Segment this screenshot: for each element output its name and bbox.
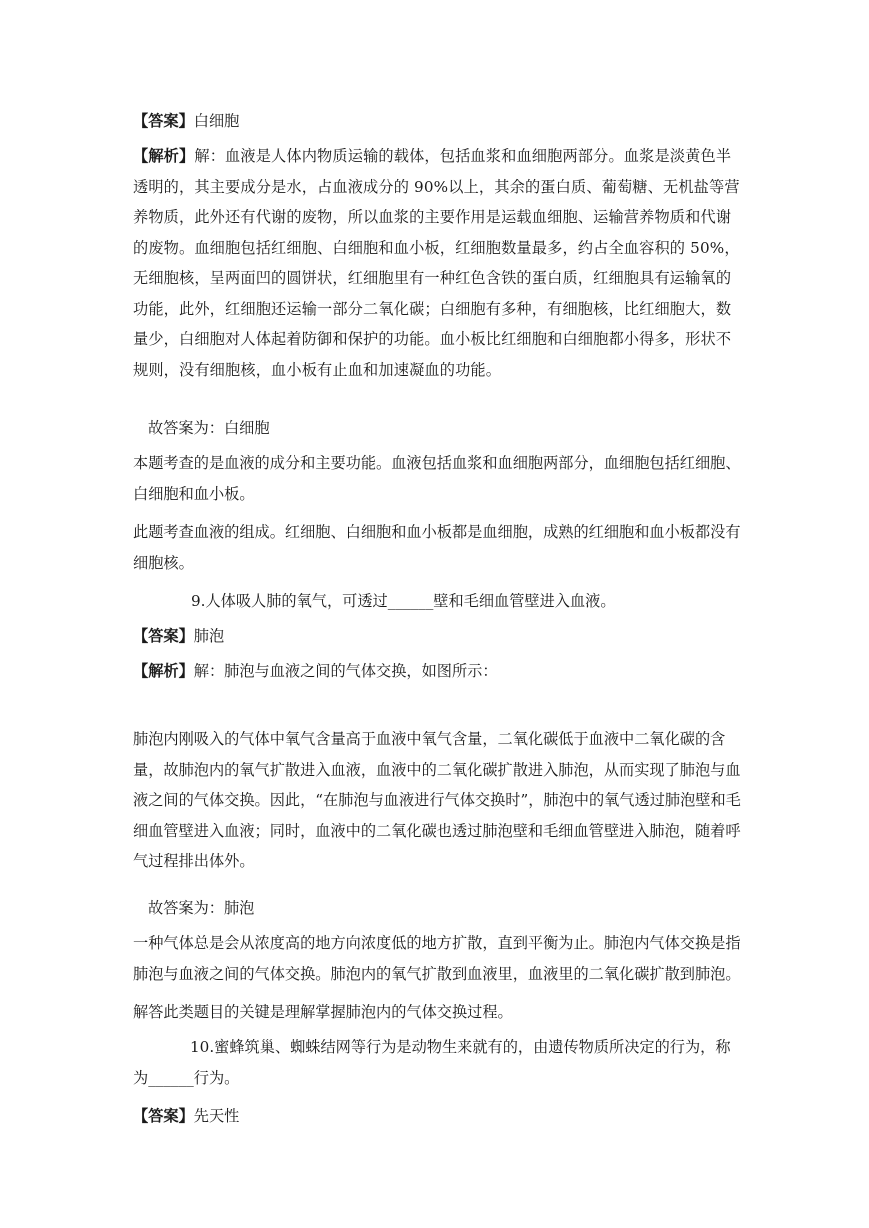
answer-text: 白细胞 xyxy=(193,112,240,130)
analysis-text: 解：血液是人体内物质运输的载体，包括血浆和血细胞两部分。血浆是淡黄色半透明的，其主要成分是水，占血液成分的 90%以上，其余的蛋白质、葡萄糖、无机盐等营养物质，此外还有代谢的废物，所以血浆的主要作用是运载血细胞、运输营养物质和代谢的废物。血细胞包括红细胞、白细胞和血小板，红细胞数量最多，约占全血容积的 50%，无细胞核，呈两面凹的圆饼状，红细胞里有一种红色含铁的蛋白质，红细胞具有运输氧的功能，此外，红细胞还运输一部分二氧化碳；白细胞有多种，有细胞核，比红细胞大，数量少，白细胞对人体起着防御和保护的功能。血小板比红细胞和白细胞都小得多，形状不规则，没有细胞核，血小板有止血和加速凝血的功能。 xyxy=(133,147,740,379)
q9-question: 9.人体吸人肺的氧气，可透过______壁和毛细血管壁进入血液。 xyxy=(191,592,616,610)
q8-answer xyxy=(133,106,239,137)
answer-text: 先天性 xyxy=(193,1107,240,1125)
q8-analysis xyxy=(133,141,741,385)
answer-tag: 【答案】 xyxy=(133,627,194,645)
q9-comment: 解答此类题目的关键是理解掌握肺泡内的气体交换过程。 xyxy=(133,1003,513,1021)
q9-conclusion: 故答案为：肺泡 xyxy=(148,899,255,917)
analysis-text: 解：肺泡与血液之间的气体交换，如图所示： xyxy=(193,662,498,680)
q9-point: 一种气体总是会从浓度高的地方向浓度低的地方扩散，直到平衡为止。肺泡内气体交换是指肺泡与血液之间的气体交换。肺泡内的氧气扩散到血液里，血液里的二氧化碳扩散到肺泡。 xyxy=(133,934,741,983)
analysis-tag: 【解析】 xyxy=(133,662,194,680)
analysis-tag: 【解析】 xyxy=(133,147,195,165)
q8-comment: 此题考查血液的组成。红细胞、白细胞和血小板都是血细胞，成熟的红细胞和血小板都没有细胞核。 xyxy=(133,523,741,572)
q10-answer xyxy=(133,1101,239,1132)
q8-point: 本题考查的是血液的成分和主要功能。血液包括血浆和血细胞两部分，血细胞包括红细胞、白细胞和血小板。 xyxy=(133,454,741,503)
q10-question: 10.蜜蜂筑巢、蜘蛛结网等行为是动物生来就有的，由遗传物质所决定的行为，称为______行为。 xyxy=(133,1038,731,1087)
answer-text: 肺泡 xyxy=(193,627,225,645)
q9-analysis xyxy=(133,656,498,687)
q9-analysis-body: 肺泡内刚吸入的气体中氧气含量高于血液中氧气含量，二氧化碳低于血液中二氧化碳的含量，故肺泡内的氧气扩散进入血液，血液中的二氧化碳扩散进入肺泡，从而实现了肺泡与血液之间的气体交换。因此，“在肺泡与血液进行气体交换时”，肺泡中的氧气透过肺泡壁和毛细血管壁进入血液；同时，血液中的二氧化碳也透过肺泡壁和毛细血管壁进入肺泡，随着呼气过程排出体外。 xyxy=(133,730,741,870)
q9-answer xyxy=(133,621,224,652)
answer-tag: 【答案】 xyxy=(133,1107,194,1125)
answer-tag: 【答案】 xyxy=(133,112,194,130)
q8-conclusion: 故答案为：白细胞 xyxy=(148,419,270,437)
